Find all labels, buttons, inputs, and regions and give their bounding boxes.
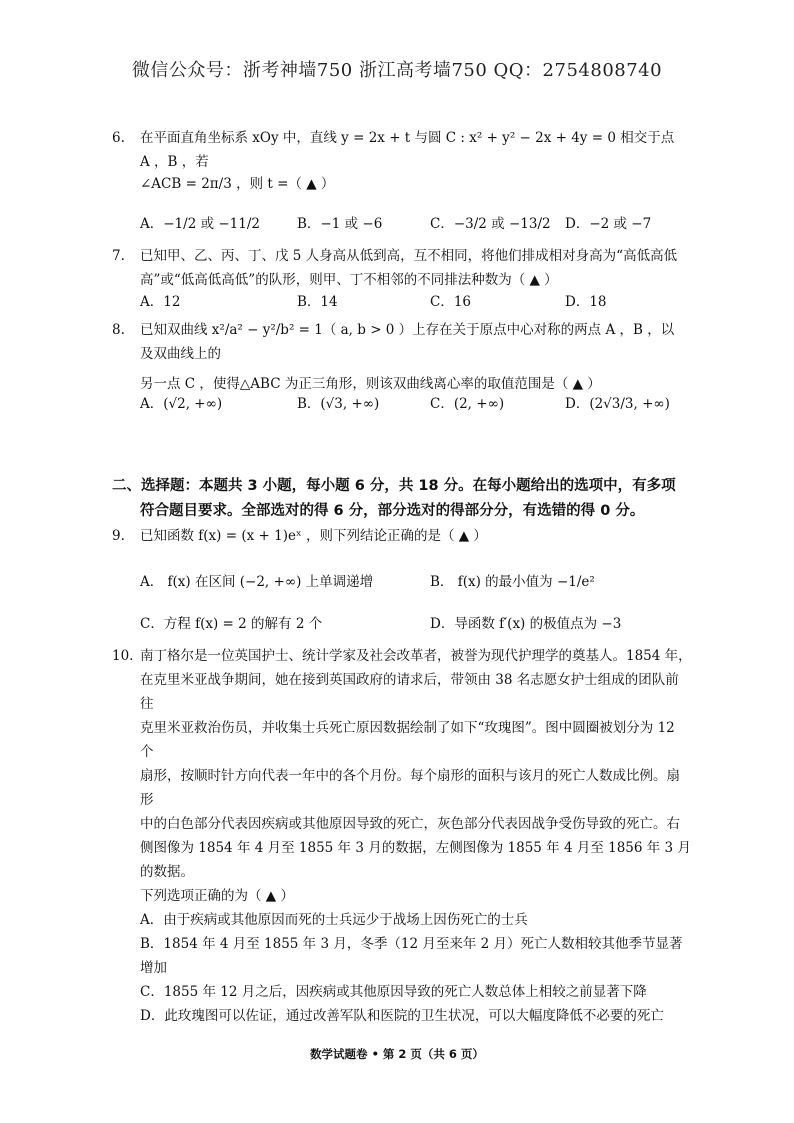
option-b: B．(√3, +∞)	[297, 396, 380, 412]
option-a: A．−1/2 或 −11/2	[140, 216, 260, 232]
section-heading	[112, 474, 692, 524]
question-text-line-1: 已知函数 f(x) = (x + 1)eˣ ，则下列结论正确的是（ ▲ ）	[140, 528, 487, 544]
option-c: C．16	[430, 294, 472, 310]
option-d: D．此玫瑰图可以佐证，通过改善军队和医院的卫生状况，可以大幅度降低不必要的死亡	[140, 1008, 664, 1024]
question-text-line-6: 侧图像为 1854 年 4 月至 1855 年 3 月的数据，左侧图像为 1855 年 4 月至 1856 年 3 月的数据。	[140, 840, 691, 880]
section-heading-line-1: 二、选择题：本题共 3 小题，每小题 6 分，共 18 分。在每小题给出的选项中，有多项	[112, 478, 676, 494]
option-b: B．1854 年 4 月至 1855 年 3 月，冬季（12 月至来年 2 月）死亡人数相较其他季节显著增加	[140, 936, 683, 976]
question-text-line-3: 克里米亚救治伤员，并收集士兵死亡原因数据绘制了如下“玫瑰图”。图中圆圈被划分为 12 个	[140, 720, 675, 760]
question-9	[112, 524, 682, 548]
question-7	[112, 244, 682, 292]
option-d: D．导函数 f′(x) 的极值点为 −3	[430, 616, 622, 632]
question-text-line-1: 已知双曲线 x²/a² − y²/b² = 1（ a, b > 0 ）上存在关于原点中心对称的两点 A ，B ，以及双曲线上的	[140, 322, 675, 362]
option-c: C．1855 年 12 月之后，因疾病或其他原因导致的死亡人数总体上相较之前显著下降	[140, 984, 647, 1000]
option-d: D．−2 或 −7	[565, 216, 652, 232]
question-8	[112, 318, 682, 396]
question-text-line-1: 在平面直角坐标系 xOy 中，直线 y = 2x + t 与圆 C : x² + y² − 2x + 4y = 0 相交于点 A ，B ，若	[140, 130, 675, 170]
question-text-line-2: 高”或“低高低高低”的队形，则甲、丁不相邻的不同排法种数为（ ▲ ）	[140, 272, 558, 288]
watermark-header: 微信公众号：浙考神墙750 浙江高考墙750 QQ：2754808740	[131, 60, 663, 81]
question-number: 10.	[112, 648, 134, 664]
question-number: 9.	[112, 528, 125, 544]
question-text-line-2: 另一点 C ，使得△ABC 为正三角形，则该双曲线离心率的取值范围是（ ▲ ）	[140, 376, 601, 392]
option-a: A．(√2, +∞)	[140, 396, 223, 412]
option-c: C．(2, +∞)	[430, 396, 505, 412]
option-c: C．方程 f(x) = 2 的解有 2 个	[140, 616, 323, 632]
question-number: 7.	[112, 248, 125, 264]
option-a: A．由于疾病或其他原因而死的士兵远少于战场上因伤死亡的士兵	[140, 912, 528, 928]
question-text-line-5: 中的白色部分代表因疾病或其他原因导致的死亡，灰色部分代表因战争受伤导致的死亡。右	[140, 816, 680, 832]
question-text-line-2: 在克里米亚战争期间，她在接到英国政府的请求后，带领由 38 名志愿女护士组成的团队前往	[140, 672, 679, 712]
question-number: 8.	[112, 322, 125, 338]
option-b: B．−1 或 −6	[297, 216, 383, 232]
question-6	[112, 126, 682, 174]
option-d: D．18	[565, 294, 607, 310]
question-text-line-1: 已知甲、乙、丙、丁、戊 5 人身高从低到高，互不相同，将他们排成相对身高为“高低高低	[140, 248, 678, 264]
option-b: B． f(x) 的最小值为 −1/e²	[430, 574, 595, 590]
option-a: A． f(x) 在区间 (−2, +∞) 上单调递增	[140, 574, 374, 590]
option-c: C．−3/2 或 −13/2	[430, 216, 551, 232]
question-text-line-4: 扇形，按顺时针方向代表一年中的各个月份。每个扇形的面积与该月的死亡人数成比例。扇形	[140, 768, 680, 808]
question-6-line-2: ∠ACB = 2π/3 ，则 t =（ ▲ ）	[140, 176, 335, 192]
question-10	[112, 644, 692, 1028]
section-heading-line-2: 符合题目要求。全部选对的得 6 分，部分选对的得部分分，有选错的得 0 分。	[140, 503, 645, 519]
question-number: 6.	[112, 130, 125, 146]
question-text-line-7: 下列选项正确的为（ ▲ ）	[140, 888, 294, 904]
page-footer: 数学试题卷 • 第 2 页（共 6 页）	[310, 1047, 484, 1061]
option-d: D．(2√3/3, +∞)	[565, 396, 670, 412]
option-a: A．12	[140, 294, 181, 310]
question-text-line-1: 南丁格尔是一位英国护士、统计学家及社会改革者，被誉为现代护理学的奠基人。1854 年，	[140, 648, 692, 664]
option-b: B．14	[297, 294, 338, 310]
